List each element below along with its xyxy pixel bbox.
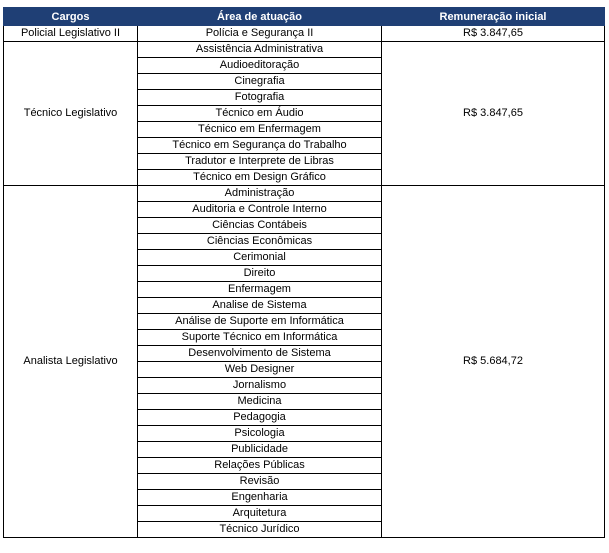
area-cell: Arquitetura — [138, 506, 382, 522]
area-cell: Engenharia — [138, 490, 382, 506]
salary-table — [3, 7, 605, 538]
area-cell: Suporte Técnico em Informática — [138, 330, 382, 346]
remuneracao-cell: R$ 3.847,65 — [382, 26, 605, 42]
header-remuneracao: Remuneração inicial — [382, 8, 605, 26]
area-cell: Técnico em Áudio — [138, 106, 382, 122]
area-cell: Assistência Administrativa — [138, 42, 382, 58]
header-area: Área de atuação — [138, 8, 382, 26]
area-cell: Auditoria e Controle Interno — [138, 202, 382, 218]
area-cell: Relações Públicas — [138, 458, 382, 474]
area-cell: Técnico em Design Gráfico — [138, 170, 382, 186]
area-cell: Ciências Contábeis — [138, 218, 382, 234]
area-cell: Psicologia — [138, 426, 382, 442]
area-cell: Enfermagem — [138, 282, 382, 298]
area-cell: Medicina — [138, 394, 382, 410]
area-cell: Polícia e Segurança II — [138, 26, 382, 42]
area-cell: Revisão — [138, 474, 382, 490]
header-cargos: Cargos — [4, 8, 138, 26]
area-cell: Direito — [138, 266, 382, 282]
area-cell: Técnico em Enfermagem — [138, 122, 382, 138]
cargo-cell: Policial Legislativo II — [4, 26, 138, 42]
area-cell: Web Designer — [138, 362, 382, 378]
salary-table-container — [3, 7, 605, 538]
remuneracao-cell: R$ 3.847,65 — [382, 42, 605, 186]
table-row — [4, 42, 605, 58]
area-cell: Técnico em Segurança do Trabalho — [138, 138, 382, 154]
area-cell: Desenvolvimento de Sistema — [138, 346, 382, 362]
area-cell: Publicidade — [138, 442, 382, 458]
cargo-cell: Técnico Legislativo — [4, 42, 138, 186]
area-cell: Análise de Suporte em Informática — [138, 314, 382, 330]
remuneracao-cell: R$ 5.684,72 — [382, 186, 605, 538]
area-cell: Analise de Sistema — [138, 298, 382, 314]
table-header-row — [4, 8, 605, 26]
area-cell: Técnico Jurídico — [138, 522, 382, 538]
area-cell: Pedagogia — [138, 410, 382, 426]
cargo-cell: Analista Legislativo — [4, 186, 138, 538]
area-cell: Administração — [138, 186, 382, 202]
table-row — [4, 186, 605, 202]
area-cell: Jornalismo — [138, 378, 382, 394]
table-row — [4, 26, 605, 42]
area-cell: Audioeditoração — [138, 58, 382, 74]
table-body — [4, 26, 605, 538]
area-cell: Cerimonial — [138, 250, 382, 266]
area-cell: Tradutor e Interprete de Libras — [138, 154, 382, 170]
area-cell: Fotografia — [138, 90, 382, 106]
area-cell: Cinegrafia — [138, 74, 382, 90]
area-cell: Ciências Econômicas — [138, 234, 382, 250]
